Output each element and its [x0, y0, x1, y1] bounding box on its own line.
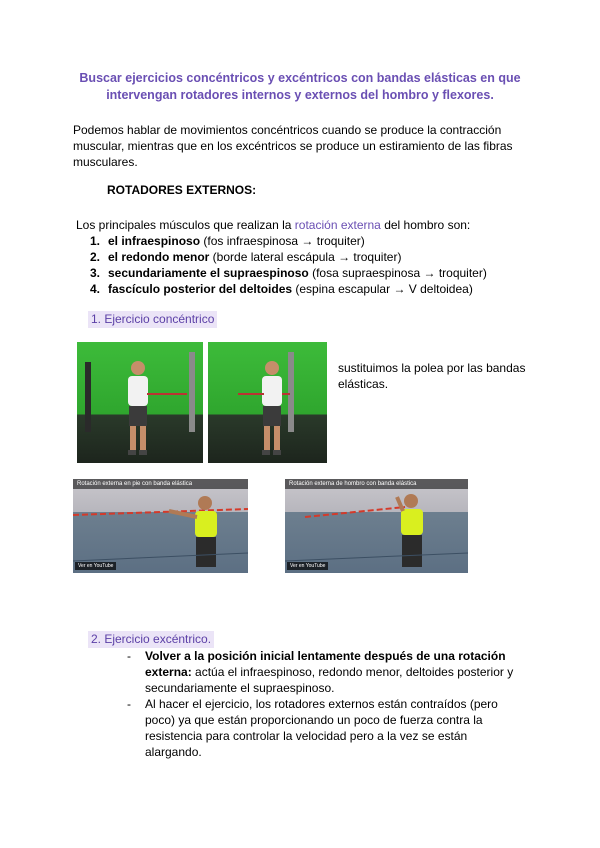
video-thumbnail-1[interactable]	[73, 479, 248, 573]
video-thumbnail-2[interactable]	[285, 479, 468, 573]
muscle-detail: (borde lateral escápula → troquiter)	[209, 250, 402, 264]
lead-highlight: rotación externa	[294, 218, 381, 232]
video-caption: Rotación externa en pie con banda elástica	[73, 479, 248, 489]
list-item	[90, 281, 487, 297]
side-note: sustituimos la polea por las bandas elásticas.	[338, 361, 526, 391]
lead-before: Los principales músculos que realizan la	[76, 218, 295, 232]
intro-paragraph: Podemos hablar de movimientos concéntricos cuando se produce la contracción muscular, mientras que en los excéntricos se produce un estiramiento de las fibras musculares.	[73, 123, 513, 169]
athlete-illustration	[208, 342, 327, 463]
exercise-photo-end	[208, 342, 327, 463]
list-number: 1.	[90, 234, 101, 248]
muscle-detail: (fos infraespinosa → troquiter)	[200, 234, 365, 248]
video-frame-illustration	[285, 479, 468, 573]
video-caption: Rotación externa de hombro con banda elástica	[285, 479, 468, 489]
muscle-detail: (fosa supraespinosa → troquiter)	[308, 266, 487, 280]
list-number: 2.	[90, 250, 101, 264]
video-badge[interactable]: Ver en YouTube	[287, 562, 328, 570]
list-item	[90, 265, 487, 281]
muscle-name: fascículo posterior del deltoides	[108, 282, 293, 296]
eccentric-text: Al hacer el ejercicio, los rotadores externos están contraídos (pero poco) ya que están proporcionando un poco de fuerza contra la resistencia para controlar la velocidad pero a la vez se están alargando.	[145, 697, 498, 759]
eccentric-bold: Volver a la posición inicial lentamente después de una rotación externa:	[145, 649, 506, 679]
document-title: Buscar ejercicios concéntricos y excéntricos con bandas elásticas en que intervengan rotadores internos y externos del hombro y flexores.	[79, 71, 521, 102]
list-item	[127, 696, 527, 760]
lead-sentence	[76, 217, 470, 233]
list-item	[90, 249, 487, 265]
muscle-list	[90, 233, 487, 297]
list-item	[90, 233, 487, 249]
section-heading: ROTADORES EXTERNOS:	[107, 183, 257, 197]
subheading-concentric: 1. Ejercicio concéntrico	[88, 311, 217, 328]
muscle-name: el redondo menor	[108, 250, 210, 264]
eccentric-text: actúa el infraespinoso, redondo menor, deltoides posterior y secundariamente el supraespinoso.	[145, 665, 514, 695]
exercise-photo-start	[77, 342, 203, 463]
athlete-illustration	[77, 342, 203, 463]
lead-after: del hombro son:	[380, 218, 471, 232]
eccentric-list	[127, 648, 527, 760]
list-number: 4.	[90, 282, 101, 296]
video-badge[interactable]: Ver en YouTube	[75, 562, 116, 570]
muscle-name: el infraespinoso	[108, 234, 201, 248]
subheading-eccentric: 2. Ejercicio excéntrico.	[88, 631, 214, 648]
video-frame-illustration	[73, 479, 248, 573]
list-item	[127, 648, 527, 696]
list-number: 3.	[90, 266, 101, 280]
muscle-name: secundariamente el supraespinoso	[108, 266, 309, 280]
muscle-detail: (espina escapular → V deltoidea)	[292, 282, 473, 296]
